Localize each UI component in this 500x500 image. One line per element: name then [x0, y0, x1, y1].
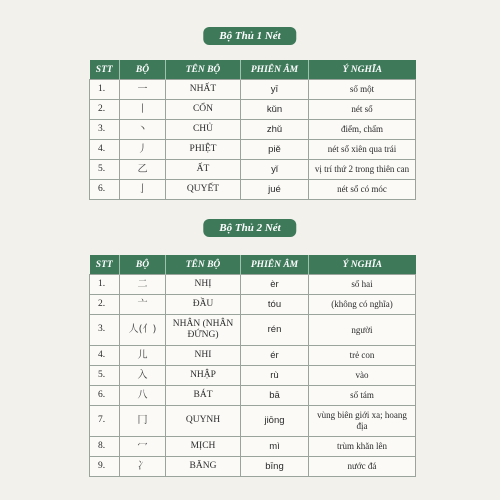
cell-name: ẤT: [166, 160, 241, 180]
cell-radical: 二: [120, 275, 166, 295]
cell-stt: 7.: [90, 406, 120, 437]
cell-stt: 4.: [90, 346, 120, 366]
header-pinyin: PHIÊN ÂM: [241, 255, 309, 275]
cell-name: NHẬP: [166, 366, 241, 386]
cell-radical: 冖: [120, 437, 166, 457]
cell-pinyin: kǔn: [241, 100, 309, 120]
table-header-row: [90, 60, 416, 80]
header-meaning: Ý NGHĨA: [309, 60, 416, 80]
cell-meaning: trùm khăn lên: [309, 437, 416, 457]
cell-meaning: nước đá: [309, 457, 416, 477]
cell-meaning: vào: [309, 366, 416, 386]
table-row: [90, 100, 416, 120]
cell-name: NHÂN (NHÂN ĐỨNG): [166, 315, 241, 346]
cell-meaning: trẻ con: [309, 346, 416, 366]
cell-meaning: điểm, chấm: [309, 120, 416, 140]
cell-name: NHỊ: [166, 275, 241, 295]
header-stt: STT: [90, 255, 120, 275]
table-row: [90, 346, 416, 366]
cell-name: BĂNG: [166, 457, 241, 477]
header-stt: STT: [90, 60, 120, 80]
cell-stt: 5.: [90, 366, 120, 386]
radicals-table-2-strokes: [89, 255, 416, 477]
cell-pinyin: yī: [241, 80, 309, 100]
cell-meaning: nét sổ xiên qua trái: [309, 140, 416, 160]
cell-pinyin: jiōng: [241, 406, 309, 437]
cell-meaning: số tám: [309, 386, 416, 406]
table-row: [90, 80, 416, 100]
table-row: [90, 386, 416, 406]
cell-stt: 1.: [90, 275, 120, 295]
cell-pinyin: ér: [241, 346, 309, 366]
table-row: [90, 437, 416, 457]
table-row: [90, 160, 416, 180]
cell-radical: 人(亻): [120, 315, 166, 346]
table-row: [90, 457, 416, 477]
cell-stt: 6.: [90, 386, 120, 406]
cell-pinyin: rén: [241, 315, 309, 346]
cell-radical: 丨: [120, 100, 166, 120]
cell-stt: 2.: [90, 295, 120, 315]
cell-radical: 冂: [120, 406, 166, 437]
cell-name: NHI: [166, 346, 241, 366]
cell-meaning: nét sổ có móc: [309, 180, 416, 200]
table-row: [90, 295, 416, 315]
cell-radical: 儿: [120, 346, 166, 366]
cell-pinyin: jué: [241, 180, 309, 200]
table-row: [90, 315, 416, 346]
cell-pinyin: yǐ: [241, 160, 309, 180]
cell-pinyin: rù: [241, 366, 309, 386]
table-row: [90, 140, 416, 160]
cell-name: CỔN: [166, 100, 241, 120]
cell-pinyin: bīng: [241, 457, 309, 477]
header-radical: BỘ: [120, 255, 166, 275]
cell-name: CHỦ: [166, 120, 241, 140]
section-title-1-stroke: Bộ Thủ 1 Nét: [203, 27, 296, 45]
cell-stt: 9.: [90, 457, 120, 477]
cell-stt: 6.: [90, 180, 120, 200]
cell-radical: 乙: [120, 160, 166, 180]
table-header-row: [90, 255, 416, 275]
table-row: [90, 180, 416, 200]
header-name: TÊN BỘ: [166, 60, 241, 80]
table-row: [90, 275, 416, 295]
cell-meaning: người: [309, 315, 416, 346]
header-radical: BỘ: [120, 60, 166, 80]
table-row: [90, 406, 416, 437]
cell-name: BÁT: [166, 386, 241, 406]
cell-stt: 1.: [90, 80, 120, 100]
cell-radical: 入: [120, 366, 166, 386]
section-title-2-strokes: Bộ Thủ 2 Nét: [203, 219, 296, 237]
table-row: [90, 120, 416, 140]
cell-name: MỊCH: [166, 437, 241, 457]
header-meaning: Ý NGHĨA: [309, 255, 416, 275]
cell-name: ĐẦU: [166, 295, 241, 315]
cell-name: NHẤT: [166, 80, 241, 100]
cell-stt: 3.: [90, 120, 120, 140]
header-pinyin: PHIÊN ÂM: [241, 60, 309, 80]
cell-meaning: vị trí thứ 2 trong thiên can: [309, 160, 416, 180]
cell-name: PHIỆT: [166, 140, 241, 160]
cell-stt: 8.: [90, 437, 120, 457]
cell-radical: 一: [120, 80, 166, 100]
cell-stt: 5.: [90, 160, 120, 180]
cell-meaning: nét sổ: [309, 100, 416, 120]
cell-stt: 2.: [90, 100, 120, 120]
cell-radical: 丿: [120, 140, 166, 160]
cell-meaning: (không có nghĩa): [309, 295, 416, 315]
cell-pinyin: mì: [241, 437, 309, 457]
table-row: [90, 366, 416, 386]
cell-stt: 4.: [90, 140, 120, 160]
cell-stt: 3.: [90, 315, 120, 346]
radicals-table-1-stroke: [89, 60, 416, 200]
cell-meaning: số một: [309, 80, 416, 100]
cell-pinyin: zhǔ: [241, 120, 309, 140]
cell-radical: 八: [120, 386, 166, 406]
cell-radical: 亠: [120, 295, 166, 315]
cell-name: QUYẾT: [166, 180, 241, 200]
cell-pinyin: èr: [241, 275, 309, 295]
cell-name: QUYNH: [166, 406, 241, 437]
cell-pinyin: tóu: [241, 295, 309, 315]
cell-radical: 冫: [120, 457, 166, 477]
cell-meaning: vùng biên giới xa; hoang địa: [309, 406, 416, 437]
header-name: TÊN BỘ: [166, 255, 241, 275]
cell-meaning: số hai: [309, 275, 416, 295]
cell-radical: 丶: [120, 120, 166, 140]
cell-pinyin: piě: [241, 140, 309, 160]
cell-radical: 亅: [120, 180, 166, 200]
cell-pinyin: bā: [241, 386, 309, 406]
